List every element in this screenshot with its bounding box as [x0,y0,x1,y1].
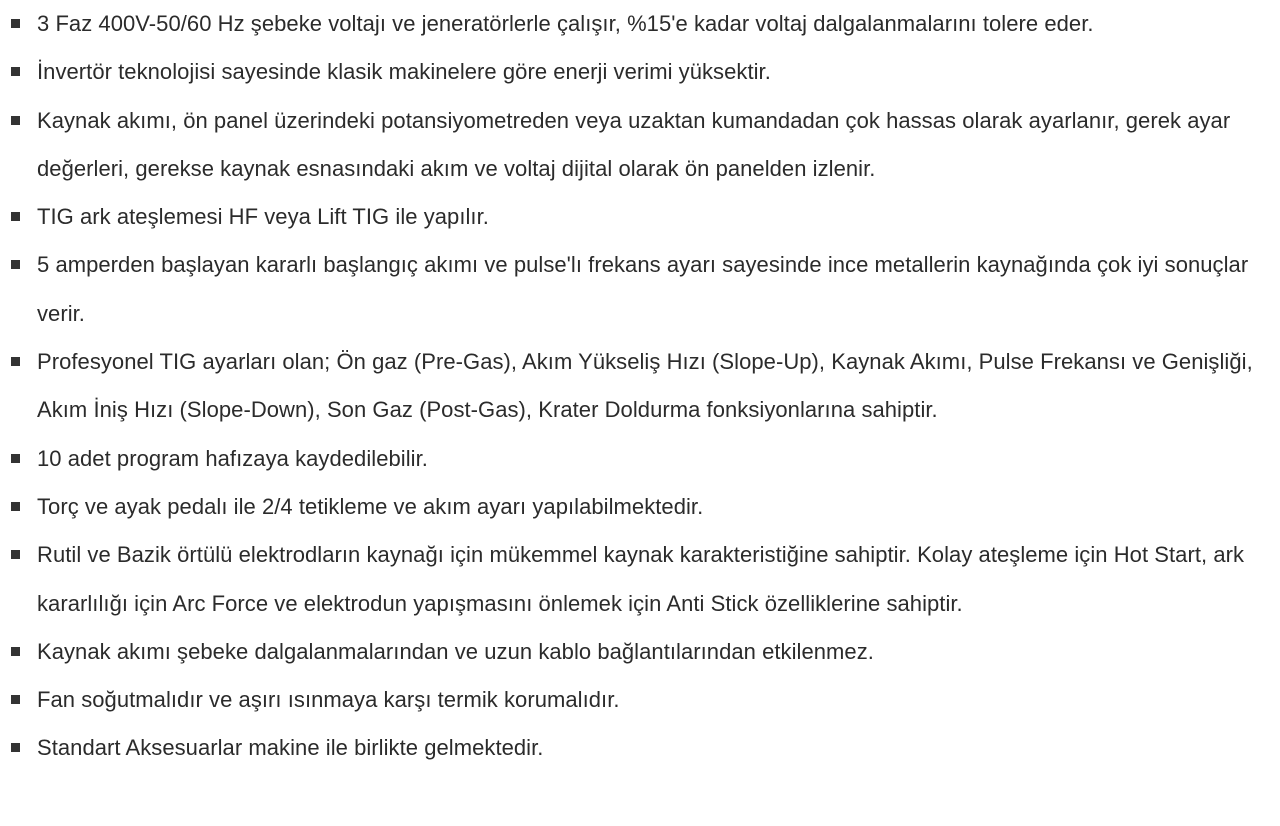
feature-item [0,241,1280,338]
square-bullet-icon [11,19,20,28]
feature-text: 3 Faz 400V-50/60 Hz şebeke voltajı ve jeneratörlerle çalışır, %15'e kadar voltaj dalgalanmalarını tolere eder. [37,11,1094,36]
feature-item [0,193,1280,241]
feature-text: Rutil ve Bazik örtülü elektrodların kaynağı için mükemmel kaynak karakteristiğine sahiptir. Kolay ateşleme için Hot Start, ark kararlılığı için Arc Force ve elektrodun yapışmasını önlemek için Anti Stick özelliklerine sahiptir. [37,542,1245,616]
feature-item [0,97,1280,194]
feature-item [0,338,1280,435]
feature-text: Standart Aksesuarlar makine ile birlikte gelmektedir. [37,735,544,761]
feature-item [0,483,1280,531]
feature-item [0,48,1280,96]
square-bullet-icon [11,116,20,125]
square-bullet-icon [11,550,20,559]
feature-item [0,724,1280,772]
square-bullet-icon [11,695,20,704]
square-bullet-icon [11,502,20,511]
square-bullet-icon [11,743,20,752]
feature-text: TIG ark ateşlemesi HF veya Lift TIG ile yapılır. [37,204,489,230]
feature-item [0,435,1280,483]
square-bullet-icon [11,67,20,76]
square-bullet-icon [11,647,20,656]
feature-item [0,628,1280,676]
square-bullet-icon [11,357,20,366]
feature-text: Torç ve ayak pedalı ile 2/4 tetikleme ve akım ayarı yapılabilmektedir. [37,493,704,519]
feature-item [0,0,1280,48]
feature-text: Kaynak akımı şebeke dalgalanmalarından ve uzun kablo bağlantılarından etkilenmez. [37,638,874,664]
feature-text: Profesyonel TIG ayarları olan; Ön gaz (Pre-Gas), Akım Yükseliş Hızı (Slope-Up), Kaynak Akımı, Pulse Frekansı ve Genişliği, Akım İniş Hızı (Slope-Down), Son Gaz (Post-Gas), Krater Doldurma fonksiyonlarına sahiptir. [37,349,1253,423]
feature-text: Fan soğutmalıdır ve aşırı ısınmaya karşı termik korumalıdır. [37,687,620,713]
square-bullet-icon [11,454,20,463]
feature-item [0,676,1280,724]
square-bullet-icon [11,212,20,221]
feature-item [0,531,1280,628]
feature-text: 5 amperden başlayan kararlı başlangıç akımı ve pulse'lı frekans ayarı sayesinde ince metallerin kaynağında çok iyi sonuçlar verir. [37,252,1249,326]
square-bullet-icon [11,260,20,269]
feature-text: İnvertör teknolojisi sayesinde klasik makinelere göre enerji verimi yüksektir. [37,59,771,85]
feature-text: Kaynak akımı, ön panel üzerindeki potansiyometreden veya uzaktan kumandadan çok hassas olarak ayarlanır, gerek ayar değerleri, gerekse kaynak esnasındaki akım ve voltaj dijital olarak ön panelden izlenir. [37,107,1231,181]
feature-text: 10 adet program hafızaya kaydedilebilir. [37,445,428,471]
